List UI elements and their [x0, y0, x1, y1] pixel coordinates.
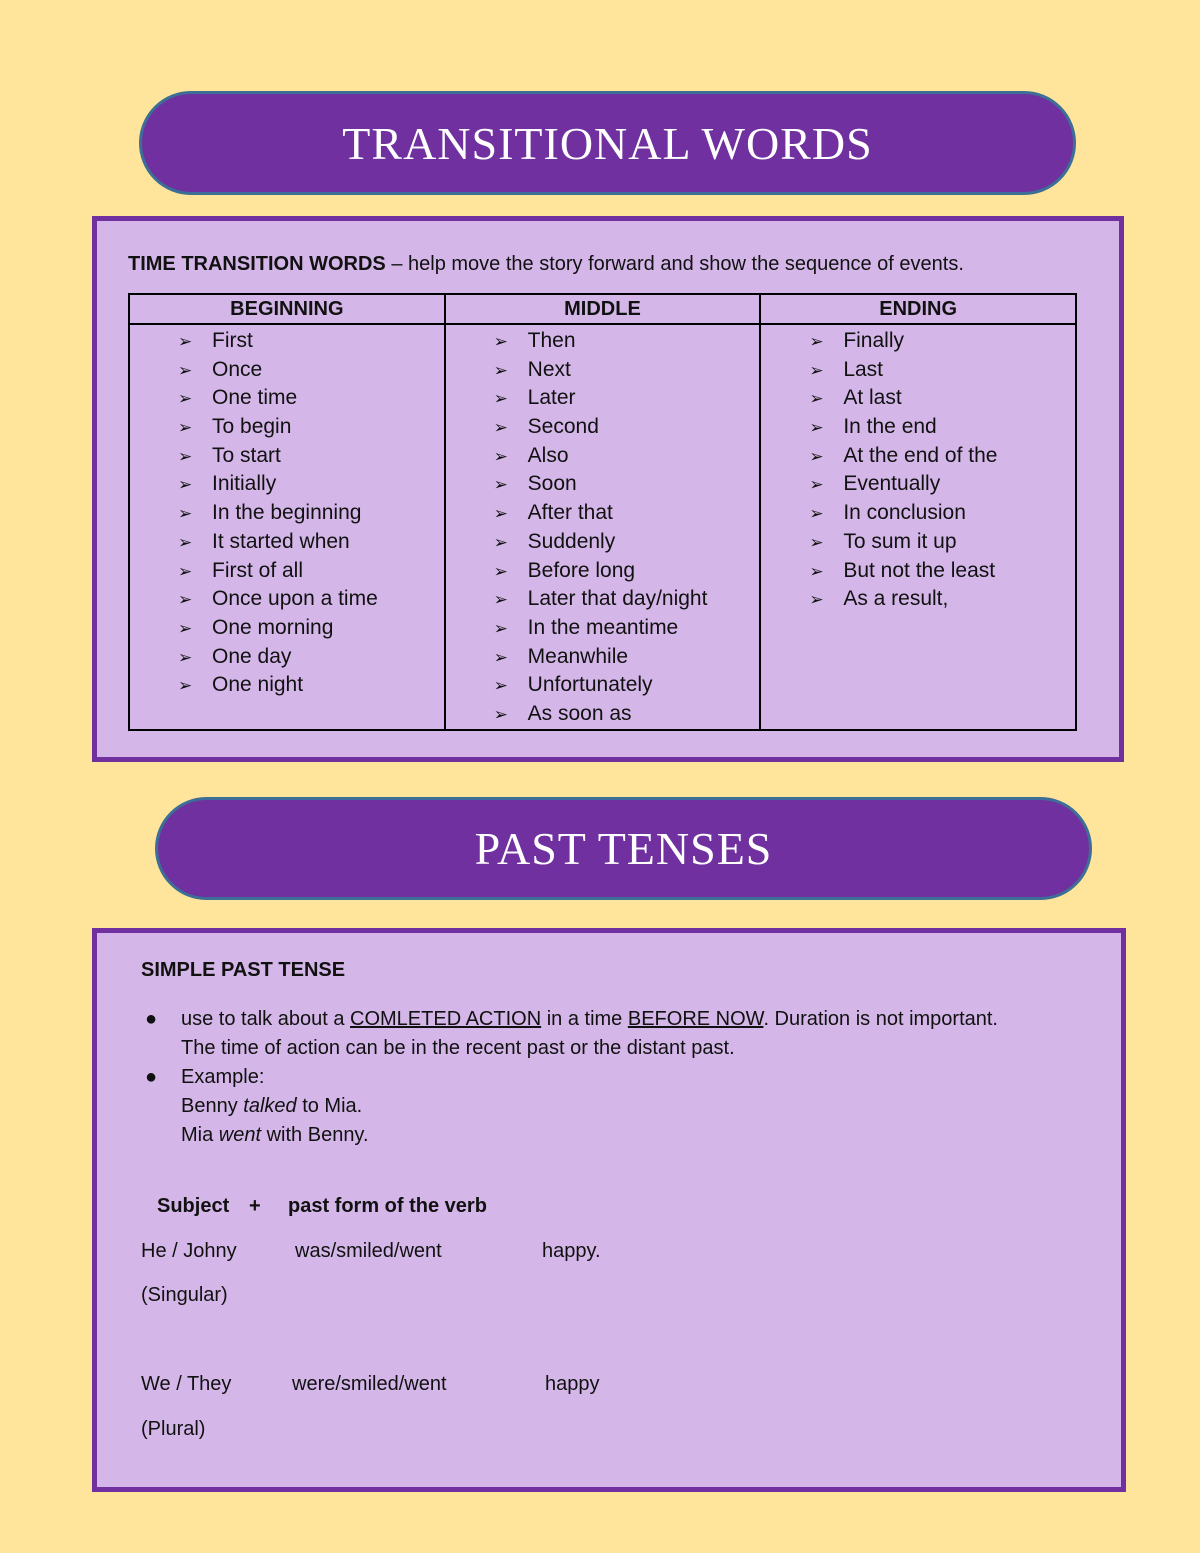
list-item — [809, 384, 1075, 413]
arrow-bullet-icon: ➢ — [493, 676, 508, 696]
usage-text-3: . Duration is not important. — [763, 1008, 998, 1030]
transition-word: Next — [527, 357, 571, 381]
column-header-ending: ENDING — [760, 294, 1076, 324]
transition-word: Suddenly — [527, 529, 616, 553]
example-1-end: to Mia. — [296, 1095, 363, 1117]
beginning-word-list — [130, 325, 444, 700]
arrow-bullet-icon: ➢ — [809, 446, 824, 466]
arrow-bullet-icon: ➢ — [493, 418, 508, 438]
completed-action-text: COMLETED ACTION — [350, 1008, 542, 1030]
arrow-bullet-icon: ➢ — [493, 561, 508, 581]
singular-complement: happy. — [542, 1240, 601, 1262]
transition-word: One night — [212, 673, 304, 697]
transition-word: Unfortunately — [527, 673, 653, 697]
example-2-end: with Benny. — [261, 1124, 369, 1146]
singular-verbs: was/smiled/went — [295, 1240, 442, 1262]
arrow-bullet-icon: ➢ — [493, 618, 508, 638]
transition-words-table — [128, 293, 1077, 731]
arrow-bullet-icon: ➢ — [178, 332, 193, 351]
plural-complement: happy — [545, 1373, 600, 1395]
list-item — [494, 470, 760, 499]
intro-bold: TIME TRANSITION WORDS — [128, 253, 386, 275]
list-item — [809, 413, 1075, 442]
example-sentence-2 — [181, 1121, 998, 1150]
simple-past-heading: SIMPLE PAST TENSE — [141, 959, 346, 981]
list-item — [178, 585, 444, 614]
usage-text-2: in a time — [541, 1008, 628, 1030]
time-transition-intro — [128, 253, 964, 276]
arrow-bullet-icon: ➢ — [493, 647, 508, 667]
list-item — [809, 585, 1075, 614]
arrow-bullet-icon: ➢ — [493, 590, 508, 610]
table-body-row — [129, 324, 1076, 730]
arrow-bullet-icon: ➢ — [809, 360, 824, 380]
arrow-bullet-icon: ➢ — [178, 389, 193, 409]
arrow-bullet-icon: ➢ — [809, 332, 824, 351]
formula-subject: Subject — [157, 1195, 230, 1217]
arrow-bullet-icon: ➢ — [178, 446, 193, 466]
arrow-bullet-icon: ➢ — [809, 532, 824, 552]
example-1-verb: talked — [243, 1095, 297, 1117]
arrow-bullet-icon: ➢ — [178, 676, 193, 696]
list-item — [178, 384, 444, 413]
transition-word: To sum it up — [843, 529, 957, 553]
transitional-words-banner — [139, 91, 1076, 195]
list-item — [178, 413, 444, 442]
list-item — [809, 557, 1075, 586]
column-header-middle: MIDDLE — [445, 294, 761, 324]
transition-word: To begin — [212, 415, 292, 439]
arrow-bullet-icon: ➢ — [493, 446, 508, 466]
list-item — [178, 557, 444, 586]
example-1-start: Benny — [181, 1095, 244, 1117]
transition-word: One morning — [212, 615, 334, 639]
transition-word: First of all — [212, 558, 304, 582]
arrow-bullet-icon: ➢ — [809, 504, 824, 524]
column-beginning — [129, 324, 445, 730]
arrow-bullet-icon: ➢ — [493, 504, 508, 524]
usage-text-1: use to talk about a — [181, 1008, 351, 1030]
list-item — [809, 499, 1075, 528]
list-item — [809, 442, 1075, 471]
list-item — [494, 528, 760, 557]
list-item — [178, 671, 444, 700]
arrow-bullet-icon: ➢ — [178, 504, 193, 524]
singular-subject: He / Johny — [141, 1240, 237, 1262]
column-ending — [760, 324, 1076, 730]
arrow-bullet-icon: ➢ — [493, 532, 508, 552]
transition-word: In the meantime — [527, 615, 679, 639]
list-item — [178, 499, 444, 528]
arrow-bullet-icon: ➢ — [493, 332, 508, 351]
transition-word: In the beginning — [212, 501, 362, 525]
list-item — [809, 356, 1075, 385]
arrow-bullet-icon: ➢ — [178, 418, 193, 438]
formula-verb: past form of the verb — [288, 1195, 487, 1217]
arrow-bullet-icon: ➢ — [178, 532, 193, 552]
list-item — [494, 614, 760, 643]
arrow-bullet-icon: ➢ — [178, 475, 193, 495]
arrow-bullet-icon: ➢ — [178, 360, 193, 380]
list-item — [178, 442, 444, 471]
list-item — [809, 327, 1075, 356]
list-item — [494, 413, 760, 442]
table-header-row — [129, 294, 1076, 324]
transition-word: Initially — [212, 472, 277, 496]
bullet-dot-icon: ● — [145, 1008, 158, 1030]
arrow-bullet-icon: ➢ — [809, 561, 824, 581]
transitional-words-title: TRANSITIONAL WORDS — [342, 117, 873, 169]
list-item — [494, 585, 760, 614]
arrow-bullet-icon: ➢ — [178, 590, 193, 610]
arrow-bullet-icon: ➢ — [493, 389, 508, 409]
example-sentence-1 — [181, 1092, 998, 1121]
plural-note: (Plural) — [141, 1418, 206, 1440]
arrow-bullet-icon: ➢ — [493, 704, 508, 724]
transition-word: First — [212, 329, 253, 352]
usage-bullet — [145, 1005, 998, 1034]
list-item — [494, 643, 760, 672]
transition-word: In conclusion — [843, 501, 966, 525]
list-item — [494, 356, 760, 385]
plural-subject: We / They — [141, 1373, 232, 1395]
arrow-bullet-icon: ➢ — [493, 475, 508, 495]
transition-word: After that — [527, 501, 613, 525]
transition-word: Later — [527, 386, 576, 410]
arrow-bullet-icon: ➢ — [178, 618, 193, 638]
arrow-bullet-icon: ➢ — [178, 647, 193, 667]
arrow-bullet-icon: ➢ — [809, 475, 824, 495]
transition-word: Finally — [843, 329, 904, 352]
transition-word: As soon as — [527, 701, 632, 725]
example-2-start: Mia — [181, 1124, 219, 1146]
transition-word: Then — [527, 329, 576, 352]
example-bullet — [145, 1063, 998, 1092]
transition-word: Also — [527, 443, 569, 467]
list-item — [494, 384, 760, 413]
ending-word-list — [761, 325, 1075, 614]
list-item — [494, 700, 760, 729]
transition-word: At last — [843, 386, 902, 410]
list-item — [494, 327, 760, 356]
example-label: Example: — [181, 1066, 265, 1088]
list-item — [809, 528, 1075, 557]
list-item — [178, 356, 444, 385]
before-now-text: BEFORE NOW — [627, 1008, 764, 1030]
transition-word: At the end of the — [843, 443, 998, 467]
transition-word: Later that day/night — [527, 587, 708, 611]
past-tenses-title: PAST TENSES — [474, 823, 773, 874]
transition-word: Once upon a time — [212, 587, 378, 611]
list-item — [178, 470, 444, 499]
arrow-bullet-icon: ➢ — [809, 590, 824, 610]
list-item — [809, 470, 1075, 499]
arrow-bullet-icon: ➢ — [809, 389, 824, 409]
intro-rest: – help move the story forward and show the sequence of events. — [385, 253, 964, 275]
list-item — [178, 614, 444, 643]
list-item — [494, 671, 760, 700]
list-item — [494, 557, 760, 586]
simple-past-panel — [92, 928, 1126, 1492]
plural-verbs: were/smiled/went — [292, 1373, 447, 1395]
list-item — [494, 499, 760, 528]
usage-line-2: The time of action can be in the recent past or the distant past. — [181, 1037, 735, 1059]
bullet-dot-icon: ● — [145, 1066, 158, 1088]
arrow-bullet-icon: ➢ — [178, 561, 193, 581]
transition-word: Last — [843, 357, 884, 381]
transition-word: Once — [212, 357, 263, 381]
transition-word: It started when — [212, 529, 350, 553]
list-item — [494, 442, 760, 471]
column-header-beginning: BEGINNING — [129, 294, 445, 324]
transition-word: In the end — [843, 415, 937, 439]
list-item — [178, 528, 444, 557]
transition-word: Meanwhile — [527, 644, 629, 668]
column-middle — [445, 324, 761, 730]
list-item — [178, 643, 444, 672]
past-tenses-banner — [155, 797, 1092, 900]
time-transition-panel — [92, 216, 1124, 762]
transition-word: Second — [527, 415, 599, 439]
transition-word: One time — [212, 386, 298, 410]
transition-word: But not the least — [843, 558, 996, 582]
singular-note: (Singular) — [141, 1284, 228, 1306]
simple-past-bullets — [145, 1005, 998, 1150]
transition-word: Soon — [527, 472, 577, 496]
transition-word: Before long — [527, 558, 636, 582]
arrow-bullet-icon: ➢ — [809, 418, 824, 438]
middle-word-list — [446, 325, 760, 729]
transition-word: One day — [212, 644, 292, 668]
example-2-verb: went — [218, 1124, 262, 1146]
transition-word: Eventually — [843, 472, 941, 496]
list-item — [178, 327, 444, 356]
formula-plus: + — [249, 1195, 261, 1217]
transition-word: To start — [212, 443, 281, 467]
transition-word: As a result, — [843, 587, 949, 611]
arrow-bullet-icon: ➢ — [493, 360, 508, 380]
